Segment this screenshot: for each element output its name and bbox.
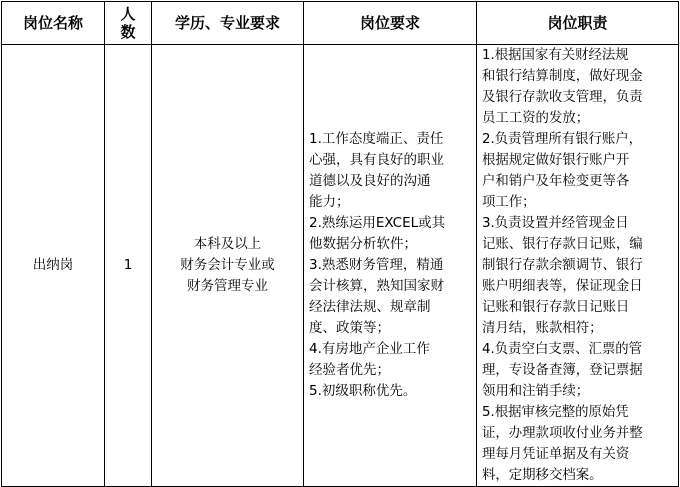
requirement-line: 经法律法规、规章制	[309, 299, 431, 315]
duty-line: 和银行结算制度，做好现金	[482, 69, 643, 84]
requirement-line: 5.初级职称优先。	[309, 383, 417, 399]
duty-line: 理每月凭证单据及有关资	[482, 447, 630, 462]
education-line: 本科及以上	[193, 236, 262, 252]
requirement-line: 会计核算，熟知国家财	[309, 278, 444, 294]
requirement-line: 能力；	[309, 194, 350, 210]
duty-line: 证，办理款项收付业务并整	[482, 426, 643, 441]
cell-requirements	[304, 45, 477, 487]
header-headcount-char-1: 人	[120, 5, 136, 23]
requirement-line: 他数据分析软件；	[309, 236, 417, 252]
requirement-line: 2.熟练运用EXCEL或其	[309, 215, 446, 231]
header-headcount	[105, 2, 152, 45]
duty-line: 领用和注销手续；	[482, 384, 590, 399]
duty-line: 根据规定做好银行账户开	[482, 153, 630, 168]
education-line: 财务管理专业	[187, 278, 268, 294]
duty-line: 1.根据国家有关财经法规	[482, 48, 629, 63]
duty-line: 料，定期移交档案。	[482, 468, 603, 483]
requirement-line: 经验者优先；	[309, 362, 390, 378]
duty-line: 5.根据审核完整的原始凭	[482, 405, 629, 420]
requirement-line: 4.有房地产企业工作	[309, 341, 430, 357]
duty-line: 员工工资的发放；	[482, 111, 590, 126]
duty-line: 户和销户及年检变更等各	[482, 174, 630, 189]
table-row	[2, 45, 679, 487]
duty-line: 账户明细表等，保证现金日	[482, 279, 643, 294]
duty-line: 4.负责空白支票、汇票的管	[482, 342, 643, 357]
duty-line: 理，专设备查簿，登记票据	[482, 363, 643, 378]
cell-headcount: 1	[105, 45, 152, 487]
requirement-line: 3.熟悉财务管理，精通	[309, 257, 444, 273]
duty-line: 2.负责管理所有银行账户，	[482, 132, 643, 147]
job-description-table	[1, 1, 679, 487]
duty-line: 3.负责设置并经管现金日	[482, 216, 629, 231]
header-duties: 岗位职责	[477, 2, 679, 45]
requirement-line: 心强，具有良好的职业	[309, 152, 444, 168]
education-line: 财务会计专业或	[180, 257, 275, 273]
duty-line: 清月结，账款相符；	[482, 321, 603, 336]
header-position-name: 岗位名称	[2, 2, 105, 45]
cell-position-name: 出纳岗	[2, 45, 105, 487]
header-headcount-char-2: 数	[120, 23, 136, 41]
cell-duties	[477, 45, 679, 487]
duty-line: 项工作；	[482, 195, 536, 210]
header-education: 学历、专业要求	[152, 2, 304, 45]
requirement-line: 度、政策等；	[309, 320, 390, 336]
duty-line: 记账和银行存款日记账日	[482, 300, 630, 315]
header-requirements: 岗位要求	[304, 2, 477, 45]
duty-line: 及银行存款收支管理，负责	[482, 90, 643, 105]
requirement-line: 1.工作态度端正、责任	[309, 131, 444, 147]
duty-line: 记账、银行存款日记账，编	[482, 237, 643, 252]
header-row	[2, 2, 679, 45]
duty-line: 制银行存款余额调节、银行	[482, 258, 643, 273]
cell-education	[152, 45, 304, 487]
requirement-line: 道德以及良好的沟通	[309, 173, 431, 189]
